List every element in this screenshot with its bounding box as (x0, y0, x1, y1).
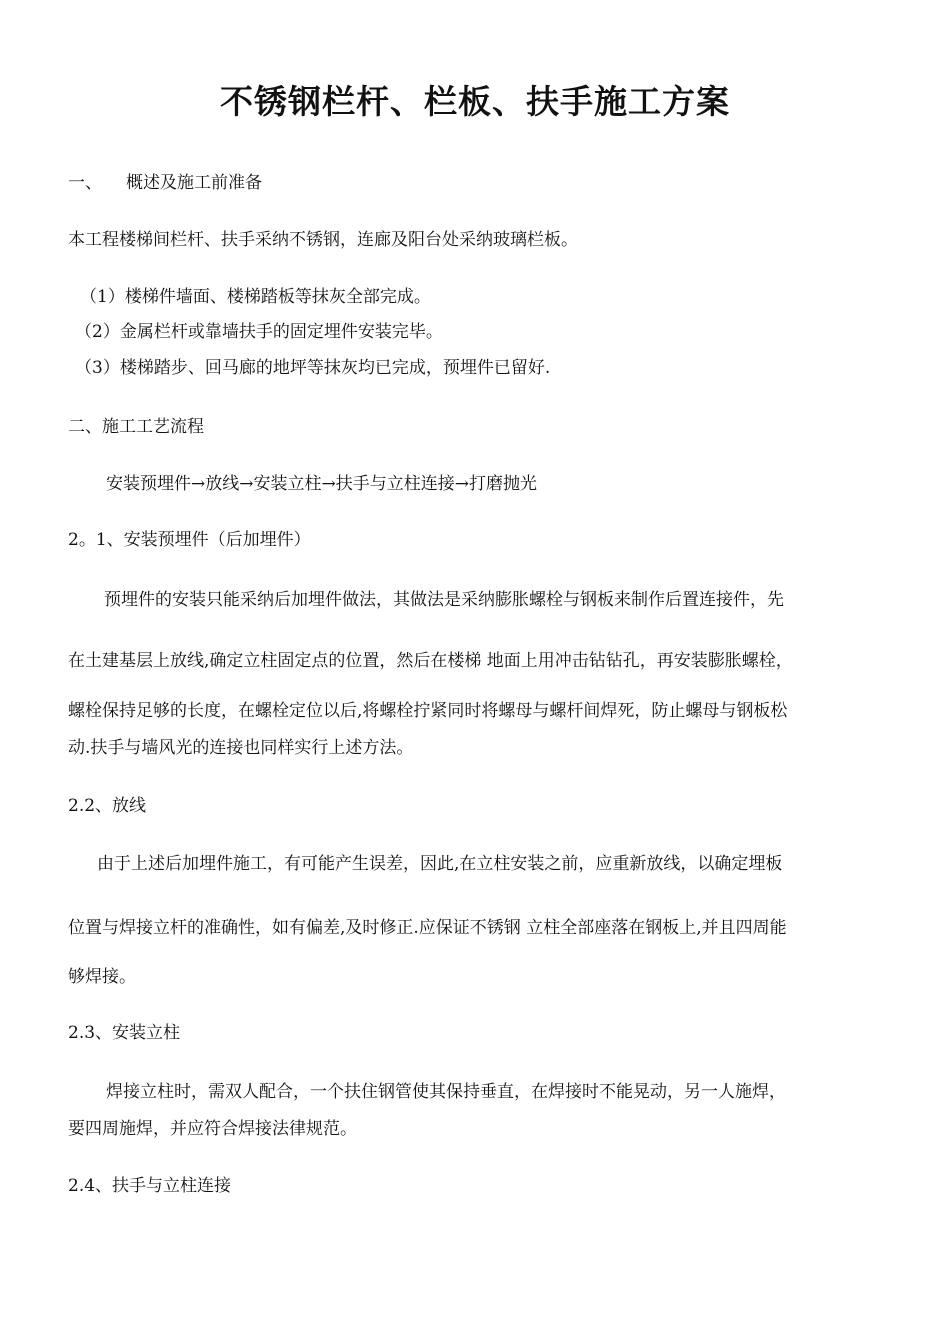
section-heading: 二、施工工艺流程 (68, 417, 204, 437)
list-item: （3）楼梯踏步、回马廊的地坪等抹灰均已完成，预埋件已留好. (75, 358, 551, 378)
paragraph-line: 由于上述后加埋件施工，有可能产生误差，因此,在立柱安装之前，应重新放线，以确定埋板 (97, 854, 783, 874)
paragraph-line: 动.扶手与墙风光的连接也同样实行上述方法。 (68, 738, 414, 758)
paragraph-line: 要四周施焊，并应符合焊接法律规范。 (68, 1119, 357, 1139)
subsection-heading: 2.4、扶手与立柱连接 (68, 1176, 232, 1196)
intro-paragraph: 本工程楼梯间栏杆、扶手采纳不锈钢，连廊及阳台处采纳玻璃栏板。 (68, 230, 578, 250)
subsection-heading: 2.3、安装立柱 (68, 1023, 181, 1043)
paragraph-line: 位置与焊接立杆的准确性，如有偏差,及时修正.应保证不锈钢 立柱全部座落在钢板上,并且四周能 (68, 918, 787, 938)
paragraph-line: 预埋件的安装只能采纳后加埋件做法，其做法是采纳膨胀螺栓与钢板来制作后置连接件，先 (104, 590, 784, 610)
document-title: 不锈钢栏杆、栏板、扶手施工方案 (220, 82, 730, 121)
paragraph-line: 够焊接。 (68, 967, 136, 987)
list-item: （1）楼梯件墙面、楼梯踏板等抹灰全部完成。 (80, 287, 431, 307)
paragraph-line: 在土建基层上放线,确定立柱固定点的位置，然后在楼梯 地面上用冲击钻钻孔，再安装膨胀螺栓， (68, 651, 793, 671)
process-flow: 安装预埋件→放线→安装立柱→扶手与立柱连接→打磨抛光 (106, 474, 537, 494)
paragraph-line: 螺栓保持足够的长度，在螺栓定位以后,将螺栓拧紧同时将螺母与螺杆间焊死，防止螺母与钢板松 (68, 701, 788, 721)
subsection-heading: 2.2、放线 (68, 796, 147, 816)
list-item: （2）金属栏杆或靠墙扶手的固定埋件安装完毕。 (75, 322, 443, 342)
section-number: 一、 (68, 173, 102, 193)
subsection-heading: 2。1、安装预埋件（后加埋件） (68, 530, 311, 550)
paragraph-line: 焊接立柱时，需双人配合，一个扶住钢管使其保持垂直，在焊接时不能晃动，另一人施焊， (106, 1082, 786, 1102)
section-heading: 概述及施工前准备 (126, 173, 262, 193)
